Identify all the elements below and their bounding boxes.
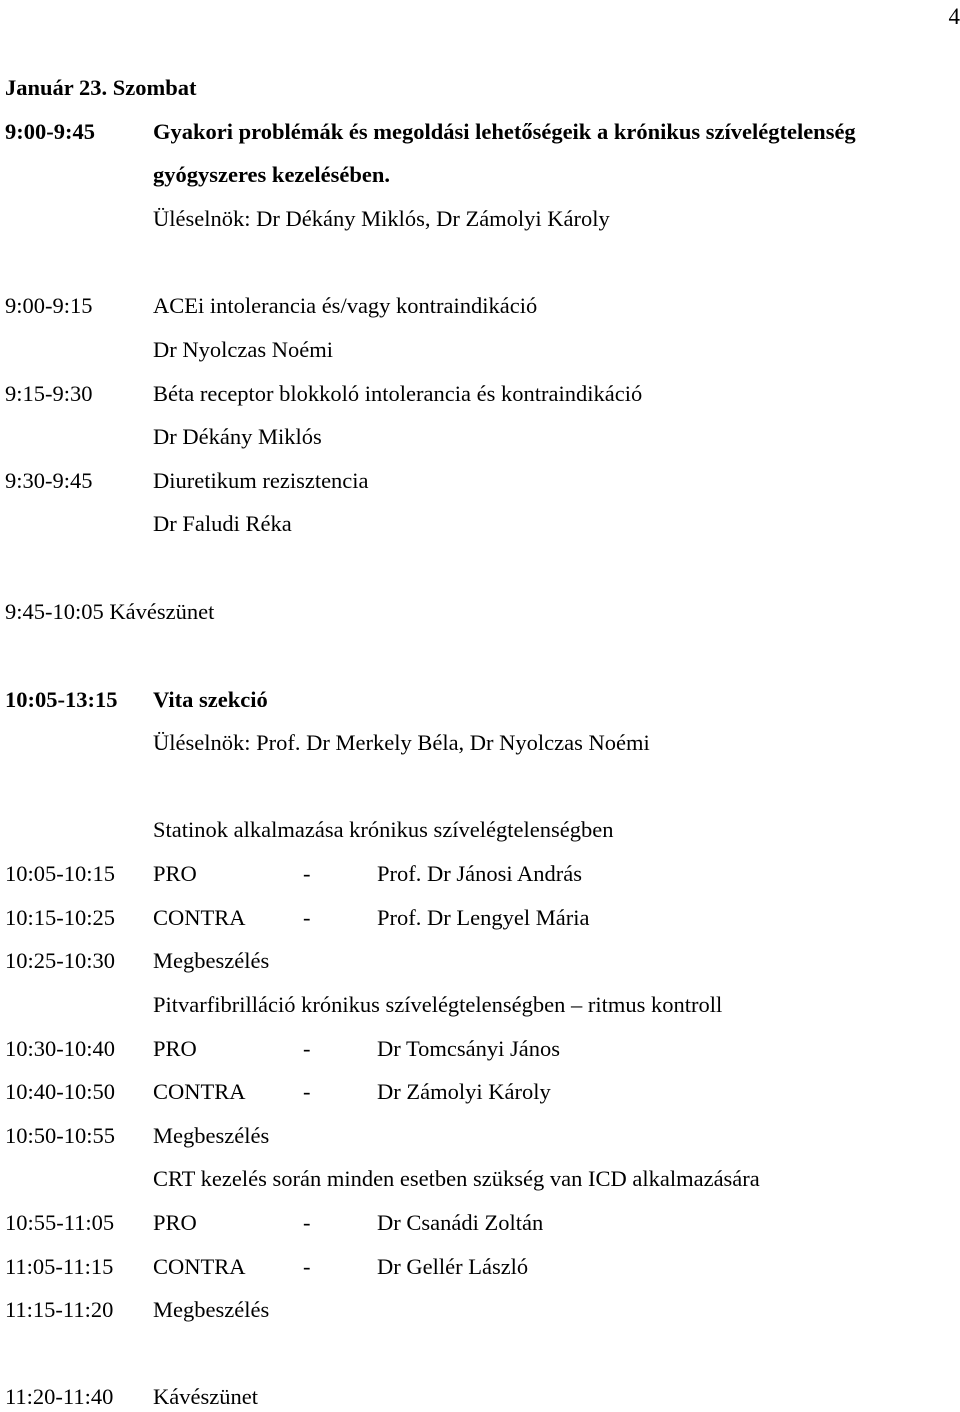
session1-title-cont bbox=[5, 160, 960, 190]
debate-speaker: Prof. Dr Lengyel Mária bbox=[377, 903, 589, 933]
talk-speaker-row bbox=[5, 422, 960, 452]
debate-row bbox=[5, 946, 960, 976]
talk-row bbox=[5, 379, 960, 409]
coffee-break-time: 11:20-11:40 bbox=[5, 1382, 113, 1412]
debate-role: Megbeszélés bbox=[153, 946, 269, 976]
debate-time: 11:05-11:15 bbox=[5, 1252, 113, 1282]
talk-time: 9:00-9:15 bbox=[5, 291, 93, 321]
session1-title-line1: Gyakori problémák és megoldási lehetőségeik a krónikus szívelégtelenség bbox=[153, 117, 856, 147]
session1-title-line2: gyógyszeres kezelésében. bbox=[153, 160, 390, 190]
debate-role: PRO bbox=[153, 859, 197, 889]
debate-speaker: Dr Gellér László bbox=[377, 1252, 528, 1282]
day-heading-text: Január 23. Szombat bbox=[5, 73, 196, 103]
session1-header bbox=[5, 117, 960, 147]
debate-row bbox=[5, 903, 960, 933]
session2-chairs: Üléselnök: Prof. Dr Merkely Béla, Dr Nyolczas Noémi bbox=[153, 728, 650, 758]
talk-title: ACEi intolerancia és/vagy kontraindikáció bbox=[153, 291, 537, 321]
debate-time: 11:15-11:20 bbox=[5, 1295, 113, 1325]
debate-row bbox=[5, 1252, 960, 1282]
talk-row bbox=[5, 291, 960, 321]
debate-row bbox=[5, 859, 960, 889]
debate-dash: - bbox=[303, 1252, 311, 1282]
talk-speaker: Dr Nyolczas Noémi bbox=[153, 335, 333, 365]
debate-topic bbox=[5, 990, 960, 1020]
debate-time: 10:25-10:30 bbox=[5, 946, 115, 976]
debate-time: 10:15-10:25 bbox=[5, 903, 115, 933]
debate-time: 10:50-10:55 bbox=[5, 1121, 115, 1151]
debate-row bbox=[5, 1034, 960, 1064]
debate-role: CONTRA bbox=[153, 1252, 246, 1282]
talk-row bbox=[5, 466, 960, 496]
session2-chairs-row bbox=[5, 728, 960, 758]
debate-dash: - bbox=[303, 1034, 311, 1064]
session1-chairs: Üléselnök: Dr Dékány Miklós, Dr Zámolyi Károly bbox=[153, 204, 610, 234]
debate-topic-text: Pitvarfibrilláció krónikus szívelégtelenségben – ritmus kontroll bbox=[153, 990, 722, 1020]
debate-role: Megbeszélés bbox=[153, 1121, 269, 1151]
debate-time: 10:05-10:15 bbox=[5, 859, 115, 889]
debate-dash: - bbox=[303, 859, 311, 889]
debate-role: PRO bbox=[153, 1208, 197, 1238]
coffee-break bbox=[5, 1382, 960, 1412]
talk-speaker-row bbox=[5, 335, 960, 365]
debate-dash: - bbox=[303, 1208, 311, 1238]
debate-time: 10:55-11:05 bbox=[5, 1208, 114, 1238]
debate-topic bbox=[5, 815, 960, 845]
debate-speaker: Prof. Dr Jánosi András bbox=[377, 859, 582, 889]
talk-time: 9:30-9:45 bbox=[5, 466, 93, 496]
session2-time: 10:05-13:15 bbox=[5, 685, 117, 715]
coffee-break bbox=[5, 597, 960, 627]
talk-title: Béta receptor blokkoló intolerancia és kontraindikáció bbox=[153, 379, 642, 409]
talk-speaker: Dr Dékány Miklós bbox=[153, 422, 322, 452]
session2-header bbox=[5, 685, 960, 715]
talk-speaker: Dr Faludi Réka bbox=[153, 509, 292, 539]
session1-time: 9:00-9:45 bbox=[5, 117, 95, 147]
page-number: 4 bbox=[949, 4, 960, 30]
debate-row bbox=[5, 1295, 960, 1325]
session2-title: Vita szekció bbox=[153, 685, 268, 715]
debate-topic bbox=[5, 1164, 960, 1194]
debate-row bbox=[5, 1077, 960, 1107]
debate-role: CONTRA bbox=[153, 903, 246, 933]
debate-speaker: Dr Zámolyi Károly bbox=[377, 1077, 551, 1107]
coffee-break-text: 9:45-10:05 Kávészünet bbox=[5, 597, 214, 627]
talk-title: Diuretikum rezisztencia bbox=[153, 466, 369, 496]
debate-topic-text: CRT kezelés során minden esetben szükség van ICD alkalmazására bbox=[153, 1164, 760, 1194]
debate-dash: - bbox=[303, 1077, 311, 1107]
debate-speaker: Dr Csanádi Zoltán bbox=[377, 1208, 543, 1238]
day-heading bbox=[5, 73, 960, 103]
debate-role: CONTRA bbox=[153, 1077, 246, 1107]
debate-speaker: Dr Tomcsányi János bbox=[377, 1034, 560, 1064]
debate-row bbox=[5, 1121, 960, 1151]
debate-role: Megbeszélés bbox=[153, 1295, 269, 1325]
debate-row bbox=[5, 1208, 960, 1238]
talk-time: 9:15-9:30 bbox=[5, 379, 93, 409]
debate-topic-text: Statinok alkalmazása krónikus szívelégtelenségben bbox=[153, 815, 613, 845]
debate-dash: - bbox=[303, 903, 311, 933]
coffee-break-label: Kávészünet bbox=[153, 1382, 258, 1412]
debate-role: PRO bbox=[153, 1034, 197, 1064]
session1-chairs-row bbox=[5, 204, 960, 234]
debate-time: 10:40-10:50 bbox=[5, 1077, 115, 1107]
debate-time: 10:30-10:40 bbox=[5, 1034, 115, 1064]
talk-speaker-row bbox=[5, 509, 960, 539]
